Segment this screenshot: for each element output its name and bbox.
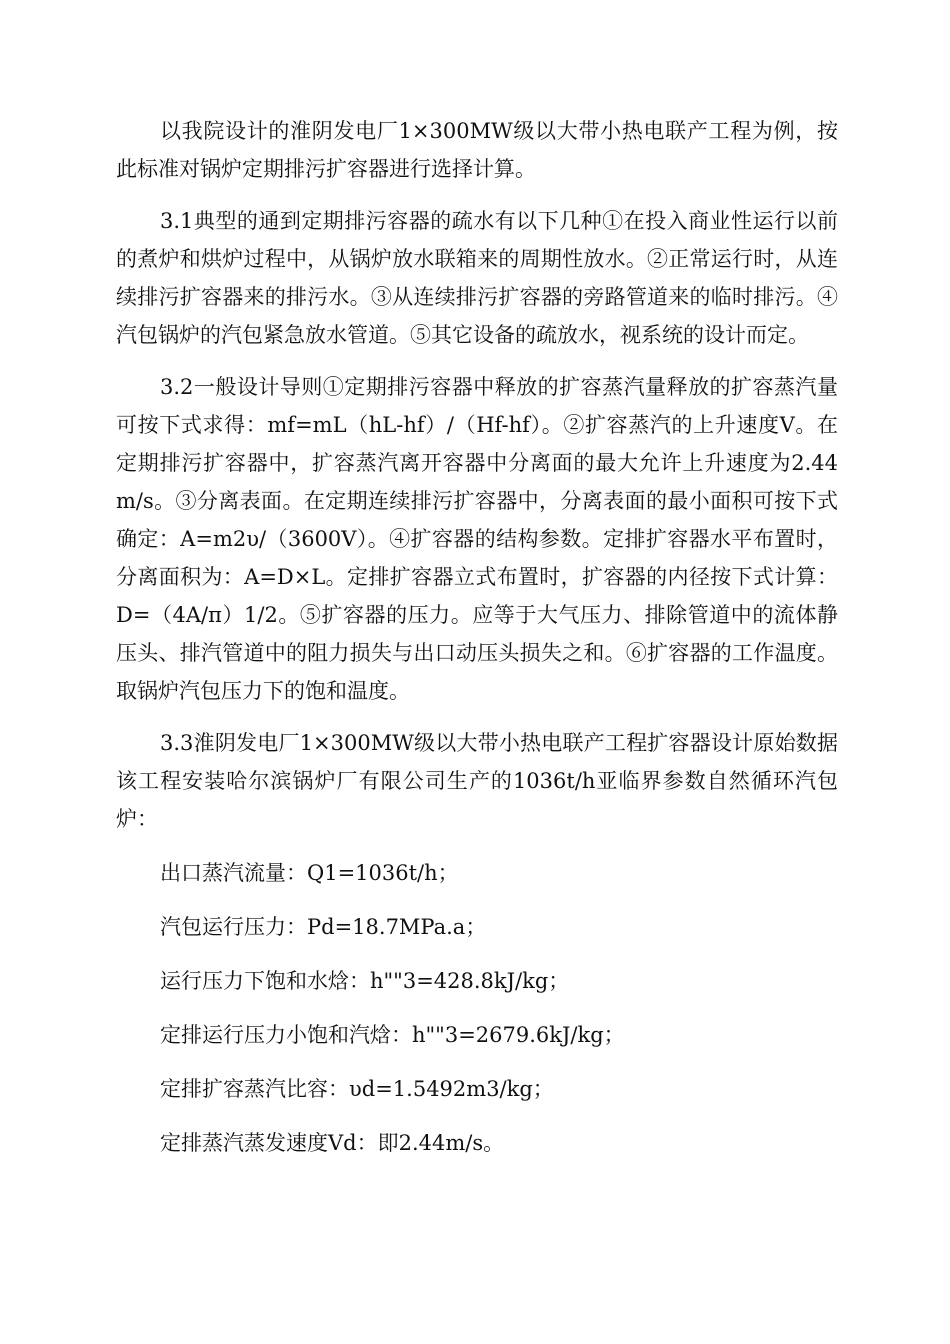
param-drum-pressure: 汽包运行压力：Pd=18.7MPa.a； xyxy=(160,915,487,939)
param-saturated-steam-enthalpy: 定排运行压力小饱和汽焓：h""3=2679.6kJ/kg； xyxy=(160,1023,625,1047)
paragraph-section-3-3: 3.3淮阴发电厂1×300MW级以大带小热电联产工程扩容器设计原始数据该工程安装哈尔滨锅炉厂有限公司生产的1036t/h亚临界参数自然循环汽包炉： xyxy=(116,731,838,831)
paragraph-intro: 以我院设计的淮阴发电厂1×300MW级以大带小热电联产工程为例，按此标准对锅炉定期排污扩容器进行选择计算。 xyxy=(116,119,838,181)
param-specific-volume: 定排扩容蒸汽比容：υd=1.5492m3/kg； xyxy=(160,1077,554,1101)
document-body xyxy=(116,112,838,1162)
paragraph-section-3-1: 3.1典型的通到定期排污容器的疏水有以下几种①在投入商业性运行以前的煮炉和烘炉过程中，从锅炉放水联箱来的周期性放水。②正常运行时，从连续排污扩容器来的排污水。③从连续排污扩容器的旁路管道来的临时排污。④汽包锅炉的汽包紧急放水管道。⑤其它设备的疏放水，视系统的设计而定。 xyxy=(116,209,838,347)
param-evaporation-velocity: 定排蒸汽蒸发速度Vd：即2.44m/s。 xyxy=(160,1131,505,1155)
param-saturated-water-enthalpy: 运行压力下饱和水焓：h""3=428.8kJ/kg； xyxy=(160,969,570,993)
paragraph-section-3-2: 3.2一般设计导则①定期排污容器中释放的扩容蒸汽量释放的扩容蒸汽量可按下式求得：mf=mL（hL-hf）/（Hf-hf）。②扩容蒸汽的上升速度V。在定期排污扩容器中，扩容蒸汽离开容器中分离面的最大允许上升速度为2.44m/s。③分离表面。在定期连续排污扩容器中，分离表面的最小面积可按下式确定：A=m2υ/（3600V）。④扩容器的结构参数。定排扩容器水平布置时，分离面积为：A=D×L。定排扩容器立式布置时，扩容器的内径按下式计算：D=（4A/π）1/2。⑤扩容器的压力。应等于大气压力、排除管道中的流体静压头、排汽管道中的阻力损失与出口动压头损失之和。⑥扩容器的工作温度。取锅炉汽包压力下的饱和温度。 xyxy=(116,375,838,703)
param-outlet-steam-flow: 出口蒸汽流量：Q1=1036t/h； xyxy=(160,861,459,885)
